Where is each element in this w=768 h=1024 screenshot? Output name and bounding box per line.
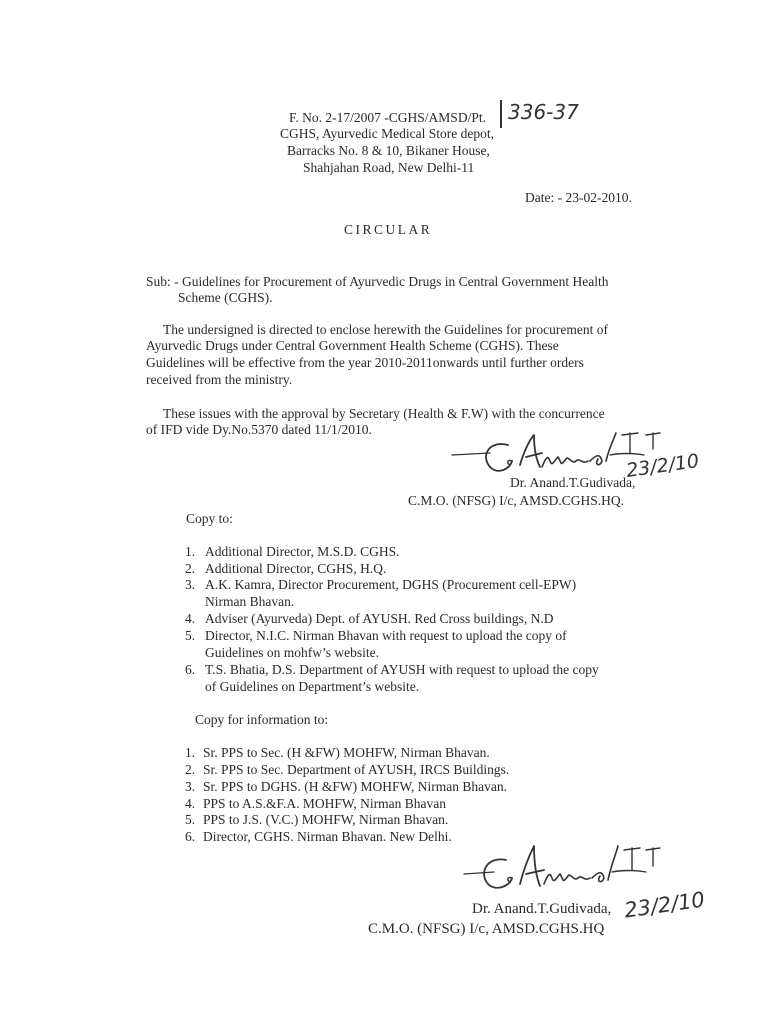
file-number: F. No. 2-17/2007 -CGHS/AMSD/Pt. (289, 110, 486, 125)
copy-info-item-3-number: 3. (185, 779, 196, 794)
handwritten-file-number-text: 336-37 (508, 100, 579, 124)
copy-info-item-3: Sr. PPS to DGHS. (H &FW) MOHFW, Nirman Bhavan. (203, 779, 508, 794)
copy-info-item-5: PPS to J.S. (V.C.) MOHFW, Nirman Bhavan. (203, 812, 449, 827)
copy-info-item-6-number: 6. (185, 829, 196, 844)
copy-to-item-6-line-1: T.S. Bhatia, D.S. Department of AYUSH with request to upload the copy (205, 662, 599, 677)
paragraph-1-line-3: Guidelines will be effective from the year 2010-2011onwards until further orders (146, 355, 584, 370)
copy-info-item-4-number: 4. (185, 796, 196, 811)
copy-to-item-3-number: 3. (185, 577, 196, 592)
copy-info-item-4: PPS to A.S.&F.A. MOHFW, Nirman Bhavan (203, 796, 446, 811)
address-line-2: Barracks No. 8 & 10, Bikaner House, (287, 143, 490, 158)
copy-to-item-1: Additional Director, M.S.D. CGHS. (205, 544, 400, 559)
copy-info-heading: Copy for information to: (195, 712, 329, 727)
address-line-3: Shahjahan Road, New Delhi-11 (303, 160, 475, 175)
copy-to-item-3-line-2: Nirman Bhavan. (205, 594, 295, 609)
copy-to-item-4-number: 4. (185, 611, 196, 626)
signature-2-name: Dr. Anand.T.Gudivada, (472, 901, 612, 917)
paragraph-1-line-1: The undersigned is directed to enclose herewith the Guidelines for procurement of (163, 322, 608, 337)
paragraph-1-line-2: Ayurvedic Drugs under Central Government Health Scheme (CGHS). These (146, 338, 559, 353)
copy-to-item-4: Adviser (Ayurveda) Dept. of AYUSH. Red Cross buildings, N.D (205, 611, 554, 626)
signature-2-designation: C.M.O. (NFSG) I/c, AMSD.CGHS.HQ (368, 921, 605, 937)
copy-to-item-2: Additional Director, CGHS, H.Q. (205, 561, 387, 576)
copy-to-item-1-number: 1. (185, 544, 196, 559)
subject-line-2: Scheme (CGHS). (178, 290, 273, 305)
signature-1-handwritten-date: 23/2/10 (624, 450, 701, 482)
paragraph-1-line-4: received from the ministry. (146, 372, 293, 387)
copy-to-item-5-line-2: Guidelines on mohfw’s website. (205, 645, 379, 660)
copy-to-item-5-line-1: Director, N.I.C. Nirman Bhavan with request to upload the copy of (205, 628, 567, 643)
copy-to-heading: Copy to: (186, 511, 233, 526)
circular-date: Date: - 23-02-2010. (525, 190, 632, 205)
signature-1-name: Dr. Anand.T.Gudivada, (510, 475, 636, 490)
signature-1-designation: C.M.O. (NFSG) I/c, AMSD.CGHS.HQ. (408, 493, 625, 508)
signature-2-handwritten-date: 23/2/10 (622, 887, 707, 923)
address-line-1: CGHS, Ayurvedic Medical Store depot, (280, 126, 494, 141)
copy-info-item-6: Director, CGHS. Nirman Bhavan. New Delhi. (203, 829, 452, 844)
paragraph-2-line-2: of IFD vide Dy.No.5370 dated 11/1/2010. (146, 422, 372, 437)
copy-to-item-5-number: 5. (185, 628, 196, 643)
copy-info-item-5-number: 5. (185, 812, 196, 827)
paragraph-2-line-1: These issues with the approval by Secretary (Health & F.W) with the concurrence (163, 406, 605, 421)
copy-to-item-6-number: 6. (185, 662, 196, 677)
copy-info-item-2: Sr. PPS to Sec. Department of AYUSH, IRCS Buildings. (203, 762, 510, 777)
copy-info-item-2-number: 2. (185, 762, 196, 777)
copy-to-item-3-line-1: A.K. Kamra, Director Procurement, DGHS (Procurement cell-EPW) (205, 577, 577, 592)
copy-to-item-6-line-2: of Guidelines on Department’s website. (205, 679, 420, 694)
copy-info-item-1: Sr. PPS to Sec. (H &FW) MOHFW, Nirman Bhavan. (203, 745, 490, 760)
copy-info-item-1-number: 1. (185, 745, 196, 760)
subject-line-1: Sub: - Guidelines for Procurement of Ayurvedic Drugs in Central Government Health (146, 274, 609, 289)
copy-to-item-2-number: 2. (185, 561, 196, 576)
circular-title: CIRCULAR (344, 222, 433, 237)
